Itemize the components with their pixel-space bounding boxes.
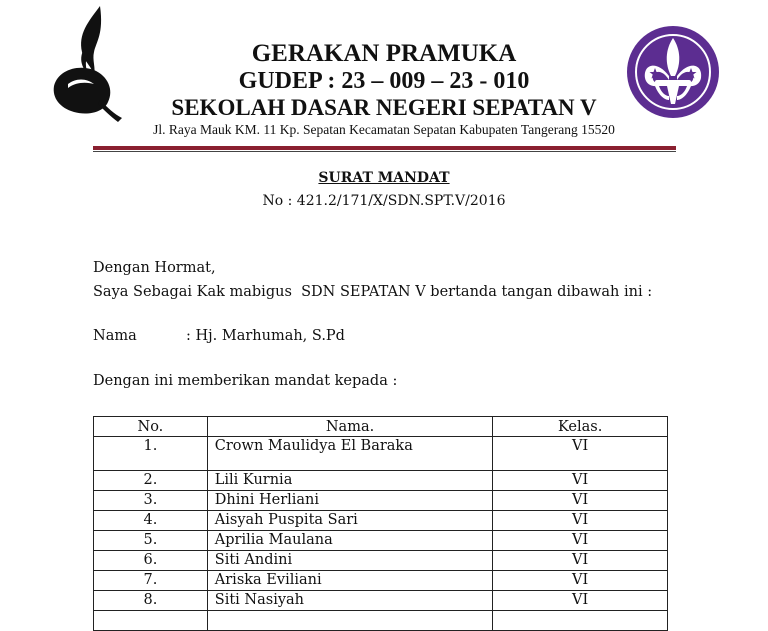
row-nama: Lili Kurnia	[207, 471, 493, 491]
header-kelas: Kelas.	[493, 417, 668, 437]
row-no: 1.	[94, 437, 208, 471]
school-name: SEKOLAH DASAR NEGERI SEPATAN V	[171, 95, 597, 120]
row-kelas: VI	[493, 511, 668, 531]
row-kelas: VI	[493, 471, 668, 491]
row-no: 2.	[94, 471, 208, 491]
row-nama: Dhini Herliani	[207, 491, 493, 511]
table-row	[94, 511, 668, 531]
row-nama: Siti Nasiyah	[207, 591, 493, 611]
row-kelas: VI	[493, 437, 668, 471]
greeting: Dengan Hormat,	[93, 260, 216, 276]
letter-title: SURAT MANDAT	[318, 170, 450, 186]
table-row	[94, 551, 668, 571]
row-nama: Aisyah Puspita Sari	[207, 511, 493, 531]
table-row	[94, 571, 668, 591]
school-address: Jl. Raya Mauk KM. 11 Kp. Sepatan Kecamatan Sepatan Kabupaten Tangerang 15520	[153, 122, 615, 137]
name-value: : Hj. Marhumah, S.Pd	[186, 328, 345, 344]
row-nama: Crown Maulidya El Baraka	[207, 437, 493, 471]
row-kelas: VI	[493, 491, 668, 511]
row-no: 6.	[94, 551, 208, 571]
table-row	[94, 437, 668, 471]
row-nama: Ariska Eviliani	[207, 571, 493, 591]
table-row	[94, 471, 668, 491]
table-header-row	[94, 417, 668, 437]
table-row-empty	[94, 611, 668, 631]
row-kelas: VI	[493, 551, 668, 571]
header-no: No.	[94, 417, 208, 437]
row-kelas: VI	[493, 571, 668, 591]
row-nama: Siti Andini	[207, 551, 493, 571]
row-no: 4.	[94, 511, 208, 531]
member-table	[93, 416, 668, 631]
org-title: GERAKAN PRAMUKA	[251, 40, 517, 67]
letter-number: No : 421.2/171/X/SDN.SPT.V/2016	[262, 193, 506, 209]
row-no: 7.	[94, 571, 208, 591]
name-label: Nama	[93, 328, 137, 344]
header-rule-thin	[93, 151, 676, 152]
gudep-number: GUDEP : 23 – 009 – 23 - 010	[238, 68, 530, 94]
row-no: 8.	[94, 591, 208, 611]
row-kelas: VI	[493, 531, 668, 551]
row-no: 5.	[94, 531, 208, 551]
row-no: 3.	[94, 491, 208, 511]
row-kelas: VI	[493, 591, 668, 611]
table-row	[94, 591, 668, 611]
header-nama: Nama.	[207, 417, 493, 437]
row-nama: Aprilia Maulana	[207, 531, 493, 551]
mandate-text: Dengan ini memberikan mandat kepada :	[93, 373, 398, 389]
intro-text: Saya Sebagai Kak mabigus SDN SEPATAN V bertanda tangan dibawah ini :	[93, 284, 653, 300]
table-row	[94, 531, 668, 551]
table-row	[94, 491, 668, 511]
header-rule-thick	[93, 146, 676, 150]
